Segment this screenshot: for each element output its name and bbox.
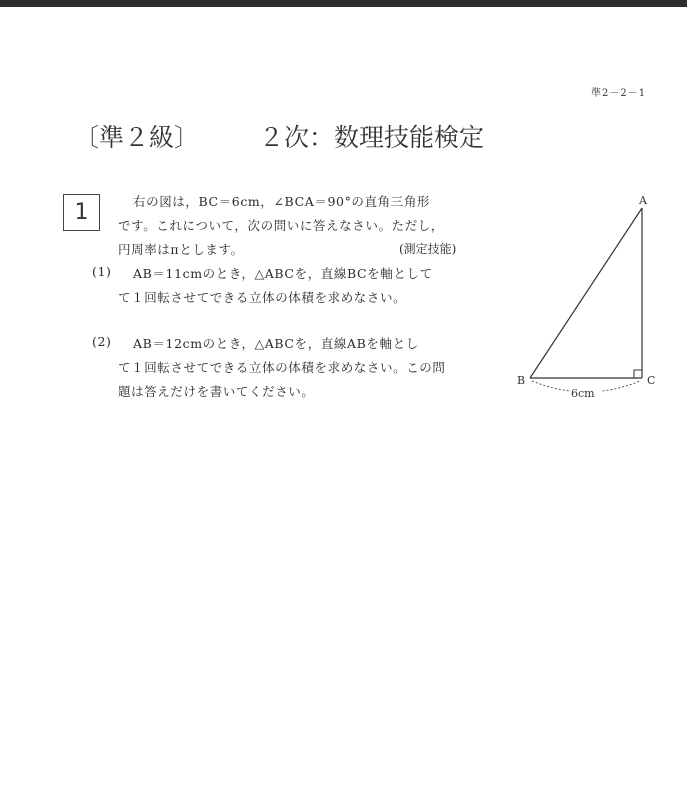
vertex-label-a: A xyxy=(639,194,647,207)
intro-line-1: 右の図は，BC＝6cm，∠BCA＝90°の直角三角形 xyxy=(133,194,431,209)
top-bar xyxy=(0,0,687,7)
right-angle-mark xyxy=(634,370,642,378)
subq2-label: (2) xyxy=(92,334,112,349)
subq1-line-2: て１回転させてできる立体の体積を求めなさい。 xyxy=(118,290,407,305)
skill-tag: (測定技能) xyxy=(399,242,457,256)
question-number-box: 1 xyxy=(63,194,100,231)
intro-line-3: 円周率はπとします。 xyxy=(118,242,244,257)
base-length-label: 6cm xyxy=(571,387,595,400)
subq2-line-2: て１回転させてできる立体の体積を求めなさい。この問 xyxy=(118,360,446,375)
exam-heading: ２次：数理技能検定 xyxy=(258,123,484,152)
subq2-line-1: AB＝12cmのとき，△ABCを，直線ABを軸とし xyxy=(133,336,419,351)
triangle-diagram xyxy=(505,190,665,405)
grade-label: 〔準２級〕 xyxy=(74,123,200,152)
subq1-line-1: AB＝11cmのとき，△ABCを，直線BCを軸として xyxy=(133,266,433,281)
triangle-figure xyxy=(505,190,665,405)
page-title xyxy=(74,118,484,154)
vertex-label-c: C xyxy=(647,374,656,387)
page-code: 準2－2－1 xyxy=(591,88,647,99)
subq2-line-3: 題は答えだけを書いてください。 xyxy=(118,384,315,399)
subq1-label: (1) xyxy=(92,264,112,279)
intro-line-2: です。これについて，次の問いに答えなさい。ただし， xyxy=(118,218,445,233)
side-ab xyxy=(530,208,642,378)
vertex-label-b: B xyxy=(517,374,526,387)
